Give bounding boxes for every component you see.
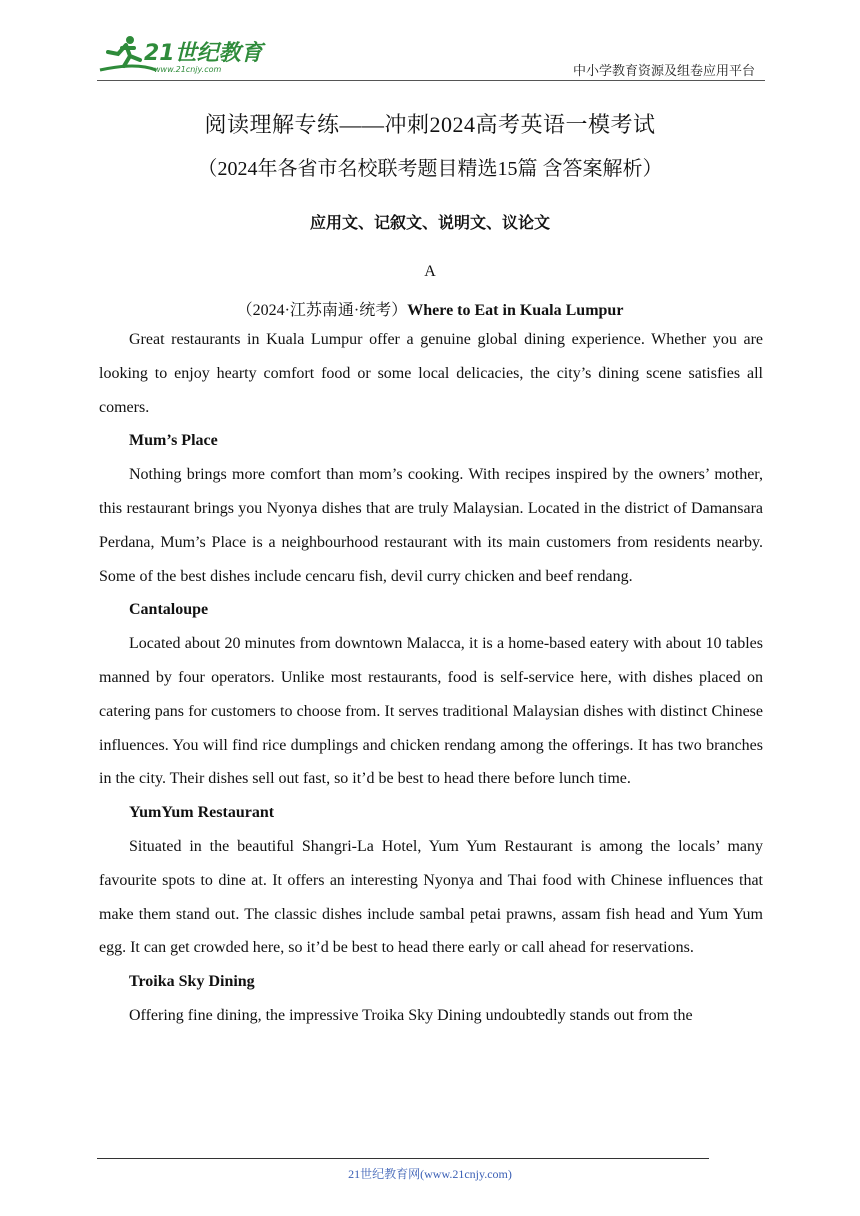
restaurant-heading: Cantaloupe [129, 601, 209, 619]
header-platform-text: 中小学教育资源及组卷应用平台 [572, 63, 755, 78]
passage-source: （2024·江苏南通·统考） [236, 302, 408, 319]
restaurant-paragraph: Nothing brings more comfort than mom’s cooking. With recipes inspired by the owners’ mother, this restaurant brings you Nyonya dishes that are truly Malaysian. Located in the district of Damansara Perdana, Mum’s Place is a neighbourhood restaurant with its main customers from residents nearby. Some of the best dishes include cencaru fish, devil curry chicken and beef rendang. [99, 466, 763, 585]
footer-link[interactable]: 21世纪教育网(www.21cnjy.com) [348, 1167, 512, 1181]
svg-text:21世纪教育: 21世纪教育 [144, 41, 263, 66]
header-divider [97, 80, 765, 81]
section-heading: 应用文、记叙文、说明文、议论文 [309, 213, 550, 232]
21cnjy-logo [96, 34, 266, 78]
footer-divider [97, 1158, 709, 1159]
passage-letter: A [424, 263, 436, 280]
restaurant-paragraph: Situated in the beautiful Shangri-La Hotel, Yum Yum Restaurant is among the locals’ many favourite spots to dine at. It offers an interesting Nyonya and Thai food with Chinese influences that make them stand out. The classic dishes include sambal petai prawns, assam fish head and Yum Yum egg. It can get crowded here, so it’d be best to head there early or call ahead for reservations. [99, 837, 763, 957]
restaurant-paragraph: Located about 20 minutes from downtown Malacca, it is a home-based eatery with about 10 tables manned by four operators. Unlike most restaurants, food is self-service here, with dishes placed on catering pans for customers to choose from. It serves traditional Malaysian dishes with distinct Chinese influences. You will find rice dumplings and chicken rendang among the offerings. It has two branches in the city. Their dishes sell out fast, so it’d be best to head there before lunch time. [99, 635, 763, 788]
intro-paragraph: Great restaurants in Kuala Lumpur offer a genuine global dining experience. Whether you are looking to enjoy hearty comfort food or some local delicacies, the city’s dining scene satisfies all comers. [99, 331, 763, 416]
page-title: 阅读理解专练——冲刺2024高考英语一模考试 [204, 112, 656, 137]
passage-body [99, 323, 763, 1033]
restaurant-paragraph: Offering fine dining, the impressive Troika Sky Dining undoubtedly stands out from the [129, 1006, 693, 1024]
restaurant-heading: Mum’s Place [129, 432, 218, 450]
page-header [0, 0, 860, 90]
restaurant-heading: YumYum Restaurant [129, 804, 275, 822]
svg-text:www.21cnjy.com: www.21cnjy.com [154, 65, 222, 74]
page-subtitle: （2024年各省市名校联考题目精选15篇 含答案解析） [197, 158, 663, 180]
passage-title [0, 297, 860, 320]
passage-title-text: Where to Eat in Kuala Lumpur [407, 302, 624, 319]
restaurant-heading: Troika Sky Dining [129, 973, 255, 991]
